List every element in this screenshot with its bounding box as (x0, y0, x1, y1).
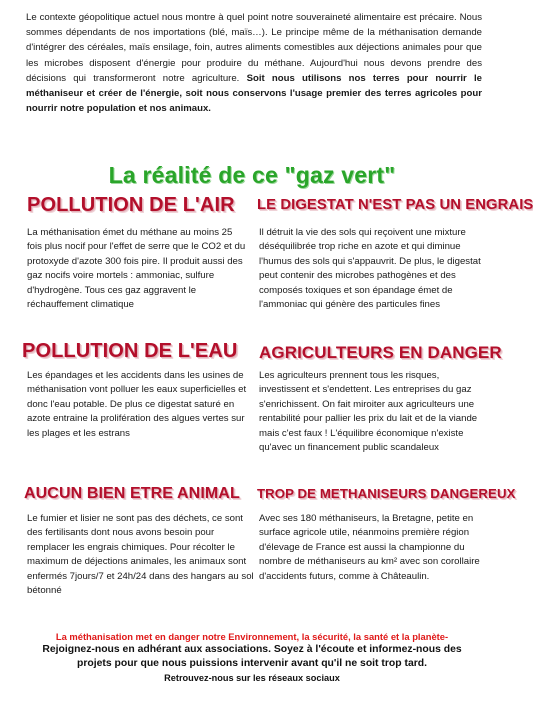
heading-pollution-eau: POLLUTION DE L'EAU (22, 340, 238, 362)
heading-pollution-air: POLLUTION DE L'AIR (27, 194, 235, 216)
text-agriculteurs: Les agriculteurs prennent tous les risques, investissent et s'endettent. Les entreprises du gaz s'enrichissent. On fait miroiter aux agriculteurs une rentabilité pour pallier les prix du lait et de la viande mais c'est faux ! L'équilibre économique n'existe qu'avec un financement public scandaleux (259, 370, 478, 454)
intro-bold-text: Soit nous utilisons nos terres pour nourrir le méthaniseur et créer de l'énergie, soit nous conservons l'usage premier des terres agricoles pour nourrir notre population et nos animaux. (26, 72, 482, 115)
heading-methaniseurs: TROP DE METHANISEURS DANGEREUX (257, 486, 516, 501)
footer-warning: La méthanisation met en danger notre Environnement, la sécurité, la santé et la planète- (55, 631, 449, 642)
intro-text: Le contexte géopolitique actuel nous montre à quel point notre souveraineté alimentaire est précaire. Nous sommes dépendants de nos importations (blé, maïs…). Le principe même de la méthanisation demande d'intégrer des céréales, maïs ensilage, foin, autres aliments comestibles aux déjections animales pour que les microbes disposent d'énergie pour produire du méthane. Aujourd'hui nous devons prendre des décisions qui transformeront notre agriculture. (26, 12, 482, 84)
heading-agriculteurs: AGRICULTEURS EN DANGER (259, 343, 502, 362)
text-methaniseurs: Avec ses 180 méthaniseurs, la Bretagne, petite en surface agricole utile, néanmoins première région d'élevage de France est aussi la championne du nombre de méthaniseurs au km² avec son corollaire d'accidents futurs, comme à Châteaulin. (259, 513, 480, 582)
text-pollution-air: La méthanisation émet du méthane au moins 25 fois plus nocif pour l'effet de serre que le CO2 et du protoxyde d'azote 300 fois pire. Il produit aussi des gaz nocifs voire mortels : ammoniac, sulfure d'hydrogène. Tous ces gaz aggravent le réchauffement climatique (27, 227, 246, 311)
footer-join-call: Rejoignez-nous en adhérant aux associations. Soyez à l'écoute et informez-nous des projets pour que nous puissions intervenir avant qu'il ne soit trop tard. (42, 644, 462, 669)
footer (0, 630, 504, 685)
text-digestat: Il détruit la vie des sols qui reçoivent une mixture déséquilibrée trop riche en azote et qui diminue l'humus des sols qui s'appauvrit. De plus, le digestat peut contenir des microbes pathogènes et des composés toxiques et son épandage émet de l'ammoniac qui génère des particules fines (259, 227, 481, 311)
main-title: La réalité de ce "gaz vert" (108, 162, 396, 188)
intro-paragraph (26, 10, 482, 116)
heading-digestat: LE DIGESTAT N'EST PAS UN ENGRAIS (257, 197, 533, 213)
text-bien-etre-animal: Le fumier et lisier ne sont pas des déchets, ce sont des fertilisants dont nous avons besoin pour remplacer les engrais chimiques. Pour récolter le maximum de déjections animales, les animaux sont enfermés 7jours/7 et 24h/24 dans des hangars au sol bétonné (27, 513, 254, 597)
footer-social: Retrouvez-nous sur les réseaux sociaux (164, 672, 340, 683)
heading-bien-etre-animal: AUCUN BIEN ETRE ANIMAL (24, 485, 240, 502)
text-pollution-eau: Les épandages et les accidents dans les usines de méthanisation vont polluer les eaux superficielles et donc l'eau potable. De plus ce digestat saturé en azote entraine la prolifération des algues vertes sur les plages et les estrans (27, 370, 247, 439)
